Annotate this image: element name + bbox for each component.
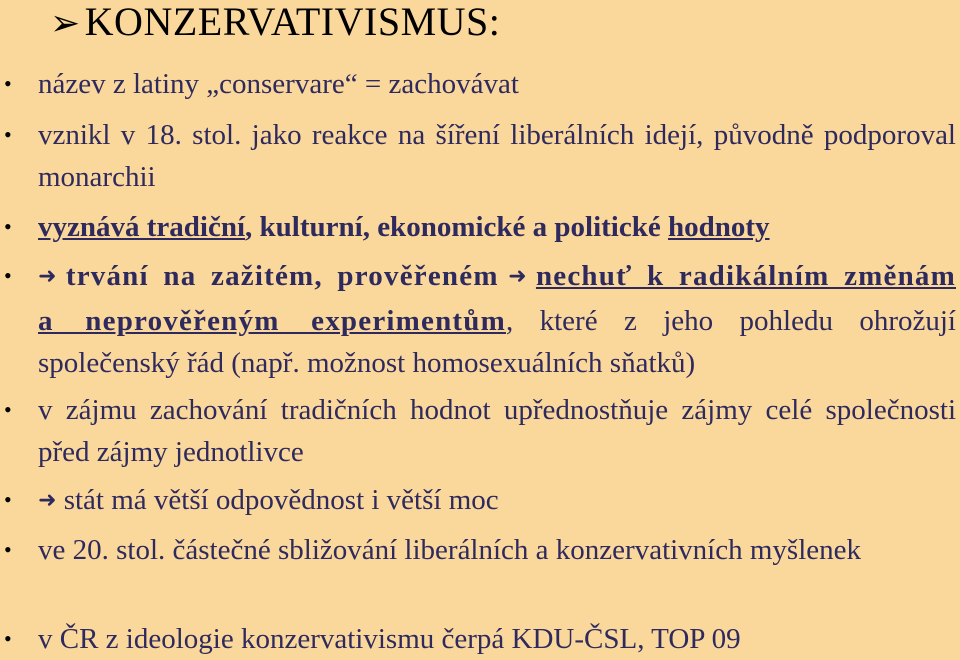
item-text: v ČR z ideologie konzervativismu čerpá KDU-ČSL, TOP 09 [38,623,741,655]
bullet-icon: • [4,71,12,96]
item-text-underlined: vyznává tradiční [38,211,246,243]
page-title [50,0,500,45]
chevron-right-icon: ➢ [50,3,81,44]
list-item [4,618,956,660]
bullet-icon: • [4,626,12,651]
list-item [4,529,956,571]
item-text-bold: , kulturní, ekonomické a politické [245,211,668,243]
bullet-icon: • [4,214,12,239]
bullet-icon: • [4,263,12,288]
item-text: vznikl v 18. stol. jako reakce na šíření liberálních idejí, původně podporoval monarchii [38,119,956,193]
item-text: stát má větší odpovědnost i větší moc [63,484,499,516]
item-text: , které z jeho pohledu ohrožují společenský řád (např. možnost homosexuálních sňatků) [38,305,956,379]
item-text-underlined: hodnoty [667,211,770,243]
title-text: KONZERVATIVISMUS: [84,0,501,44]
bullet-icon: • [4,537,12,562]
arrow-right-icon: ➜ [508,264,527,289]
bullet-icon: • [4,122,12,147]
list-item [4,114,956,198]
item-text: ve 20. stol. částečné sbližování liberálních a konzervativních myšlenek [38,534,862,566]
arrow-right-icon: ➜ [38,264,57,289]
bullet-icon: • [4,397,12,422]
list-item [4,255,956,384]
item-text-underlined: nechuť k radikálním změnám a neprověřeným experimentům [38,260,956,337]
list-item [4,479,956,524]
arrow-right-icon: ➜ [38,488,57,513]
item-text: v zájmu zachování tradičních hodnot upřednostňuje zájmy celé společnosti před zájmy jednotlivce [38,394,956,468]
list-item [4,63,956,105]
item-text-bold: trvání na zažitém, prověřeném [65,260,499,292]
list-item [4,206,956,248]
item-text: název z latiny „conservare“ = zachovávat [38,68,519,100]
bullet-icon: • [4,487,12,512]
list-item [4,389,956,473]
